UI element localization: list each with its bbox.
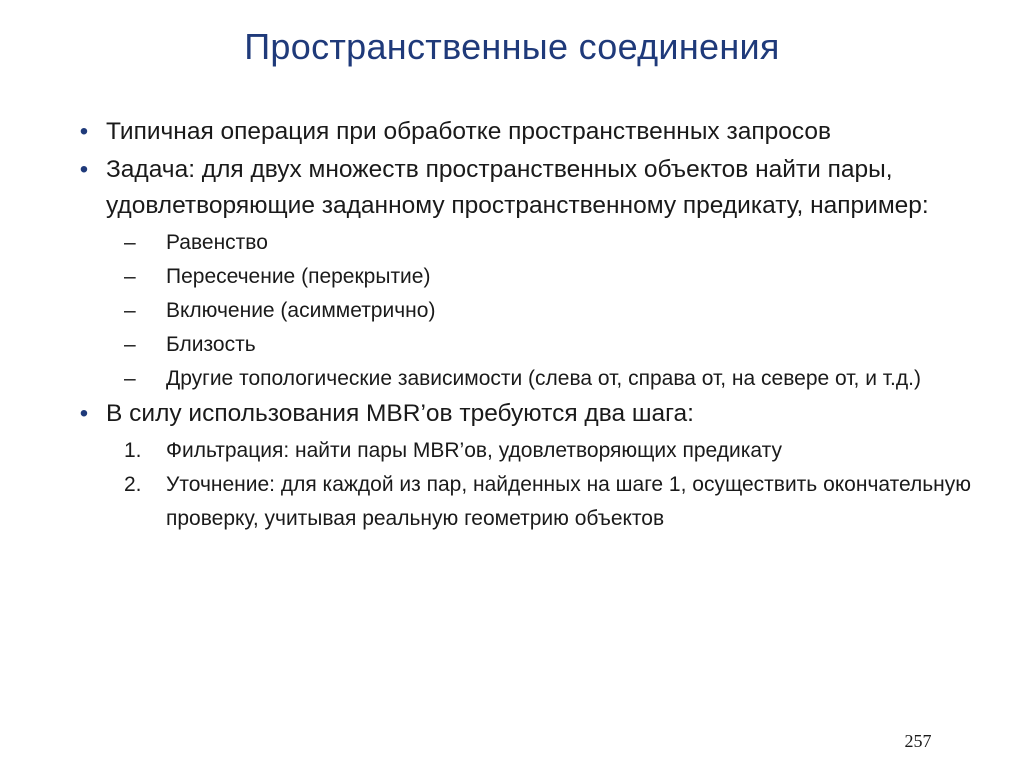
predicate-text: Включение (асимметрично)	[166, 299, 436, 322]
bullet-item	[74, 114, 974, 150]
predicate-text: Равенство	[166, 231, 268, 254]
dash-marker: –	[124, 299, 136, 322]
predicate-item	[74, 294, 974, 328]
predicate-item	[74, 362, 974, 396]
step-text: Уточнение: для каждой из пар, найденных на шаге 1, осуществить окончательную проверку, учитывая реальную геометрию объектов	[166, 473, 972, 530]
bullet-marker: •	[79, 156, 89, 183]
predicate-item	[74, 260, 974, 294]
predicate-text: Другие топологические зависимости (слева от, справа от, на севере от, и т.д.)	[166, 367, 921, 390]
step-item	[74, 468, 974, 536]
slide-title: Пространственные соединения	[244, 26, 780, 67]
predicate-text: Пересечение (перекрытие)	[166, 265, 431, 288]
page-number: 257	[904, 731, 932, 751]
dash-marker: –	[124, 367, 136, 390]
step-text: Фильтрация: найти пары MBR’ов, удовлетворяющих предикату	[166, 439, 782, 462]
bullet-item	[74, 396, 974, 432]
bullet-item	[74, 152, 974, 224]
bullet-marker: •	[79, 400, 89, 427]
bullet-marker: •	[79, 118, 89, 145]
predicate-text: Близость	[166, 333, 256, 356]
dash-marker: –	[124, 231, 136, 254]
dash-marker: –	[124, 265, 136, 288]
bullet-text: В силу использования MBR’ов требуются два шага:	[106, 400, 694, 427]
step-number: 2.	[124, 473, 142, 496]
slide-content	[74, 114, 974, 536]
predicate-item	[74, 328, 974, 362]
bullet-text: Задача: для двух множеств пространственных объектов найти пары, удовлетворяющие заданному пространственному предикату, например:	[106, 156, 929, 219]
step-number: 1.	[124, 439, 142, 462]
dash-marker: –	[124, 333, 136, 356]
predicate-item	[74, 226, 974, 260]
bullet-text: Типичная операция при обработке пространственных запросов	[106, 118, 832, 145]
step-item	[74, 434, 974, 468]
